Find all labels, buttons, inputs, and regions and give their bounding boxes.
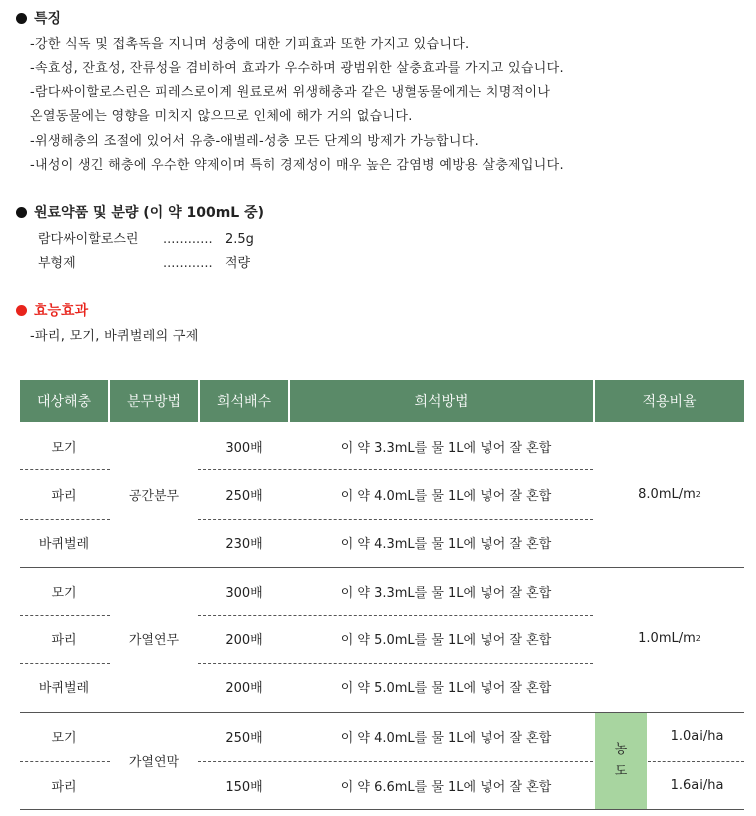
- rate-value: 1.0mL/m: [638, 630, 696, 646]
- ingredient-name: 부형제: [38, 256, 76, 271]
- efficacy-text: -파리, 모기, 바퀴벌레의 구제: [30, 329, 199, 344]
- row-divider: [198, 761, 593, 762]
- ingredient-amount: 적량: [225, 256, 251, 271]
- method-cell: 공간분무: [128, 488, 180, 504]
- rate-value: 8.0mL/m: [638, 486, 696, 502]
- header-rate: 적용비율: [595, 380, 744, 422]
- row-divider: [20, 761, 110, 762]
- row-divider: [198, 663, 593, 664]
- feature-line: -람다싸이할로스린은 피레스로이계 원료로써 위생해충과 같은 냉혈동물에게는 치명적이나: [30, 85, 551, 100]
- efficacy-heading: [16, 300, 88, 320]
- rate-superscript: 2: [695, 489, 701, 499]
- feature-line: -내성이 생긴 해충에 우수한 약제이며 특히 경제성이 매우 높은 감염병 예방용 살충제입니다.: [30, 158, 564, 173]
- instruction-cell: 이 약 3.3mL를 물 1L에 넣어 잘 혼합: [340, 440, 552, 456]
- feature-line: -위생해충의 조절에 있어서 유충-애벌레-성충 모든 단계의 방제가 가능합니다.: [30, 134, 480, 149]
- instruction-cell: 이 약 4.0mL를 물 1L에 넣어 잘 혼합: [340, 488, 552, 504]
- bullet-icon: [16, 207, 27, 218]
- feature-line: -속효성, 잔효성, 잔류성을 겸비하여 효과가 우수하며 광범위한 살충효과를 가지고 있습니다.: [30, 61, 564, 76]
- row-divider: [198, 469, 593, 470]
- pest-cell: 파리: [51, 488, 77, 504]
- ingredient-amount: 2.5g: [225, 232, 254, 247]
- pest-cell: 바퀴벌레: [38, 536, 90, 552]
- row-divider: [20, 519, 110, 520]
- row-divider: [648, 761, 744, 762]
- rate-cell: [595, 626, 744, 650]
- concentration-char: 농: [614, 742, 628, 757]
- table-bottom-border: [20, 809, 744, 810]
- dilution-cell: 250배: [225, 488, 263, 504]
- instruction-cell: 이 약 5.0mL를 물 1L에 넣어 잘 혼합: [340, 680, 552, 696]
- features-heading: [16, 8, 61, 28]
- pest-cell: 파리: [51, 779, 77, 795]
- concentration-label: [595, 713, 647, 809]
- group-divider: [20, 567, 744, 568]
- concentration-char: 도: [614, 764, 628, 779]
- pest-cell: 파리: [51, 632, 77, 648]
- ingredients-heading: [16, 202, 264, 222]
- rate-cell: 1.0ai/ha: [670, 728, 724, 744]
- instruction-cell: 이 약 4.3mL를 물 1L에 넣어 잘 혼합: [340, 536, 552, 552]
- efficacy-title: 효능효과: [34, 303, 89, 319]
- ingredient-name: 람다싸이할로스린: [38, 232, 139, 247]
- dilution-cell: 300배: [225, 585, 263, 601]
- usage-table: [20, 380, 744, 810]
- dilution-cell: 300배: [225, 440, 263, 456]
- header-dilution: 희석배수: [200, 380, 288, 422]
- rate-superscript: 2: [695, 633, 701, 643]
- header-pest: 대상해충: [20, 380, 108, 422]
- pest-cell: 모기: [51, 440, 77, 456]
- row-divider: [20, 469, 110, 470]
- dilution-cell: 230배: [225, 536, 263, 552]
- instruction-cell: 이 약 4.0mL를 물 1L에 넣어 잘 혼합: [340, 730, 552, 746]
- instruction-cell: 이 약 5.0mL를 물 1L에 넣어 잘 혼합: [340, 632, 552, 648]
- dilution-cell: 200배: [225, 632, 263, 648]
- feature-line: -강한 식독 및 접촉독을 지니며 성충에 대한 기피효과 또한 가지고 있습니다.: [30, 37, 470, 52]
- rate-cell: [595, 482, 744, 506]
- instruction-cell: 이 약 6.6mL를 물 1L에 넣어 잘 혼합: [340, 779, 552, 795]
- row-divider: [198, 519, 593, 520]
- method-cell: 가열연무: [128, 632, 180, 648]
- feature-line: 온열동물에는 영향을 미치지 않으므로 인체에 해가 거의 없습니다.: [30, 109, 413, 124]
- ingredient-row: [38, 228, 254, 247]
- row-divider: [20, 615, 110, 616]
- row-divider: [198, 615, 593, 616]
- ingredients-title: 원료약품 및 분량 (이 약 100mL 중): [34, 205, 265, 221]
- dilution-cell: 250배: [225, 730, 263, 746]
- rate-cell: 1.6ai/ha: [670, 777, 724, 793]
- ingredient-dots: ............: [163, 232, 213, 247]
- ingredient-dots: ............: [163, 256, 213, 271]
- header-method: 분무방법: [110, 380, 198, 422]
- pest-cell: 모기: [51, 585, 77, 601]
- bullet-icon: [16, 13, 27, 24]
- row-divider: [20, 663, 110, 664]
- method-cell: 가열연막: [128, 754, 180, 770]
- features-title: 특징: [34, 11, 62, 27]
- pest-cell: 바퀴벌레: [38, 680, 90, 696]
- ingredient-row: [38, 252, 250, 271]
- header-instruction: 희석방법: [290, 380, 593, 422]
- pest-cell: 모기: [51, 730, 77, 746]
- bullet-icon: [16, 305, 27, 316]
- instruction-cell: 이 약 3.3mL를 물 1L에 넣어 잘 혼합: [340, 585, 552, 601]
- dilution-cell: 200배: [225, 680, 263, 696]
- dilution-cell: 150배: [225, 779, 263, 795]
